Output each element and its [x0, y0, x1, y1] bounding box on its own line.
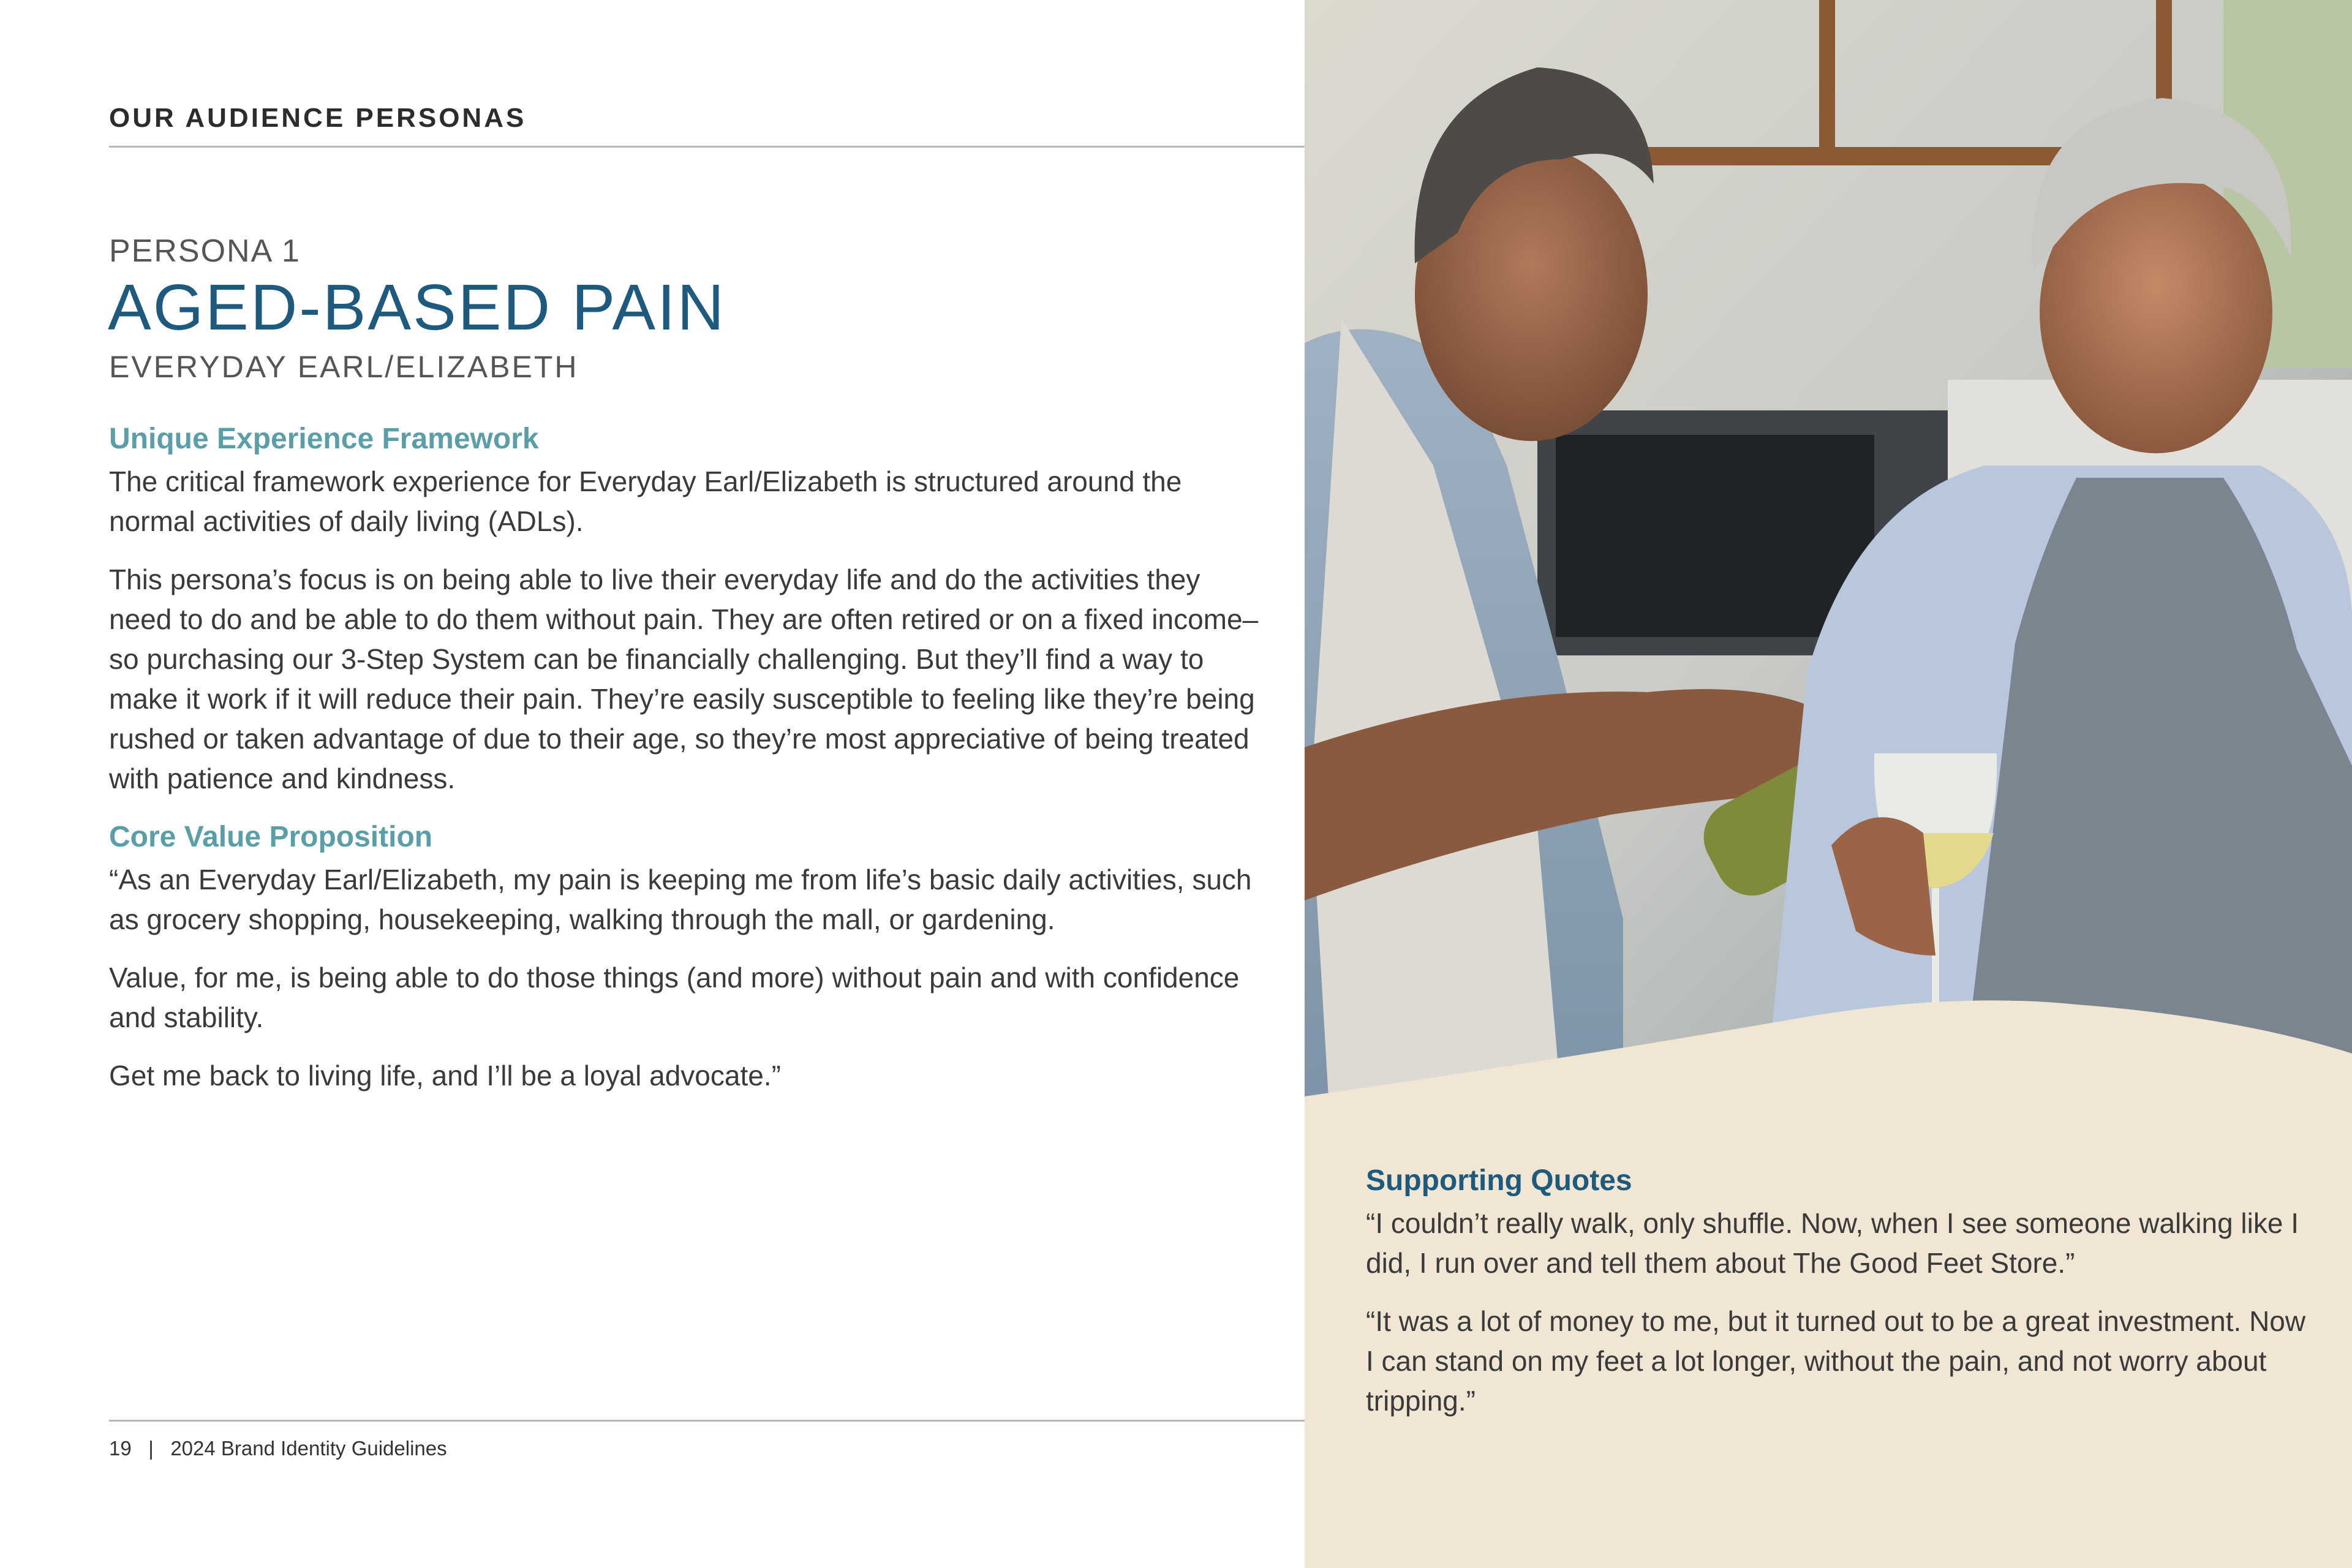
quotes-heading: Supporting Quotes — [1366, 1164, 1632, 1197]
couple-photo — [1305, 0, 2352, 1109]
microwave-door — [1556, 435, 1874, 637]
framework-paragraph: This persona’s focus is on being able to live their everyday life and do the activities they need to do and be able to do them without pain. They are often retired or on a fixed income–so purchasing our 3-Step System can be financially challenging. But they’ll find a way to make it work if it will reduce their pain. They’re easily susceptible to feeling like they’re being rushed or taken advantage of due to their age, so they’re most appreciative of being treated with patience and kindness. — [109, 564, 1259, 794]
footer — [109, 1437, 447, 1460]
persona-number: PERSONA 1 — [109, 233, 301, 269]
persona-content — [109, 419, 1261, 1114]
top-divider — [109, 146, 1305, 148]
value-prop-paragraph: Get me back to living life, and I’ll be a loyal advocate.” — [109, 1060, 781, 1091]
right-panel — [1305, 0, 2352, 1568]
value-prop-paragraph: “As an Everyday Earl/Elizabeth, my pain is keeping me from life’s basic daily activities, such as grocery shopping, housekeeping, walking through the mall, or gardening. — [109, 864, 1252, 935]
persona-title: AGED-BASED PAIN — [108, 271, 726, 344]
document-title: 2024 Brand Identity Guidelines — [170, 1437, 447, 1460]
value-prop-heading: Core Value Proposition — [109, 821, 433, 853]
footer-separator: | — [148, 1437, 154, 1460]
shelf-post — [1819, 0, 1835, 165]
persona-name: EVERYDAY EARL/ELIZABETH — [109, 350, 579, 384]
footer-divider — [109, 1420, 1305, 1422]
section-label: OUR AUDIENCE PERSONAS — [109, 103, 527, 133]
value-prop-paragraph: Value, for me, is being able to do those things (and more) without pain and with confidence and stability. — [109, 962, 1240, 1033]
quote-item: “It was a lot of money to me, but it turned out to be a great investment. Now I can stand on my feet a lot longer, without the pain, and not worry about tripping.” — [1366, 1305, 2306, 1417]
quote-item: “I couldn’t really walk, only shuffle. Now, when I see someone walking like I did, I run over and tell them about The Good Feet Store.” — [1366, 1207, 2299, 1279]
framework-paragraph: The critical framework experience for Everyday Earl/Elizabeth is structured around the normal activities of daily living (ADLs). — [109, 466, 1182, 537]
framework-heading: Unique Experience Framework — [109, 423, 539, 455]
supporting-quotes — [1366, 1161, 2309, 1439]
page-number: 19 — [109, 1437, 132, 1460]
